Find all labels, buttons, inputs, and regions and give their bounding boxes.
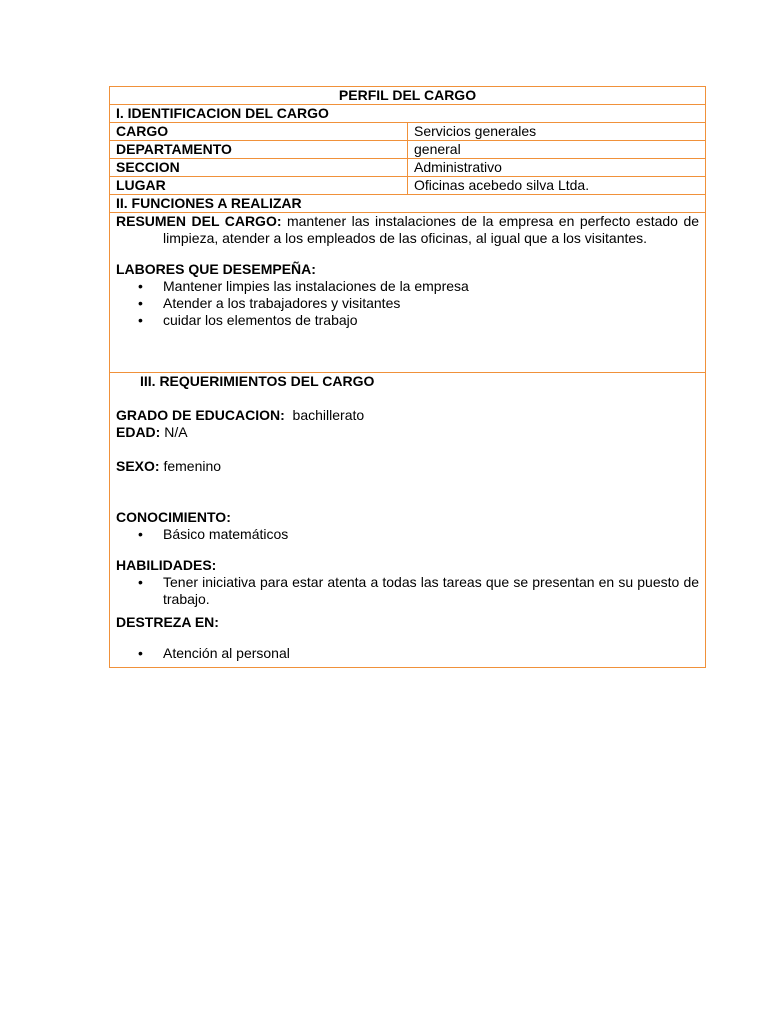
list-item: • Atención al personal: [116, 645, 699, 662]
lugar-value: Oficinas acebedo silva Ltda.: [408, 177, 706, 195]
grado-line: [116, 407, 699, 424]
job-profile-table: [109, 86, 706, 668]
requerimientos-cell: [110, 373, 706, 668]
cargo-value: Servicios generales: [408, 123, 706, 141]
seccion-value: Administrativo: [408, 159, 706, 177]
document-title: PERFIL DEL CARGO: [110, 87, 706, 105]
labores-heading: LABORES QUE DESEMPEÑA:: [116, 261, 316, 277]
lugar-label: LUGAR: [110, 177, 408, 195]
seccion-label: SECCION: [110, 159, 408, 177]
cargo-label: CARGO: [110, 123, 408, 141]
sexo-value: femenino: [159, 458, 222, 474]
sexo-line: [116, 458, 699, 475]
table-row: [110, 141, 706, 159]
destreza-heading: DESTREZA EN:: [116, 614, 219, 630]
funciones-cell: [110, 213, 706, 373]
labores-list: [116, 278, 699, 329]
list-item: • cuidar los elementos de trabajo: [116, 312, 699, 329]
table-row: [110, 177, 706, 195]
departamento-label: DEPARTAMENTO: [110, 141, 408, 159]
edad-line: [116, 424, 699, 441]
sexo-label: SEXO:: [116, 458, 160, 474]
departamento-value: general: [408, 141, 706, 159]
conocimiento-heading: CONOCIMIENTO:: [116, 509, 231, 525]
list-item: • Atender a los trabajadores y visitantes: [116, 295, 699, 312]
list-item: • Básico matemáticos: [116, 526, 699, 543]
edad-value: N/A: [160, 424, 188, 440]
table-row: [110, 159, 706, 177]
list-item: • Tener iniciativa para estar atenta a todas las tareas que se presentan en su puesto de trabajo.: [116, 574, 699, 608]
grado-label: GRADO DE EDUCACION:: [116, 407, 285, 423]
table-row: [110, 123, 706, 141]
resumen-paragraph: [116, 213, 699, 247]
habilidades-list: [116, 574, 699, 608]
section-requerimientos-heading: III. REQUERIMIENTOS DEL CARGO: [140, 373, 375, 389]
section-funciones-heading: II. FUNCIONES A REALIZAR: [110, 195, 706, 213]
conocimiento-list: [116, 526, 699, 543]
edad-label: EDAD:: [116, 424, 161, 440]
resumen-text: mantener las instalaciones de la empresa en perfecto estado de limpieza, atender a los empleados de las oficinas, al igual que a los visitantes.: [163, 213, 700, 246]
destreza-list: [116, 645, 699, 662]
habilidades-heading: HABILIDADES:: [116, 557, 217, 573]
list-item: • Mantener limpies las instalaciones de la empresa: [116, 278, 699, 295]
grado-value: bachillerato: [284, 407, 365, 423]
resumen-label: RESUMEN DEL CARGO:: [116, 213, 282, 229]
section-identificacion-heading: I. IDENTIFICACION DEL CARGO: [110, 105, 706, 123]
